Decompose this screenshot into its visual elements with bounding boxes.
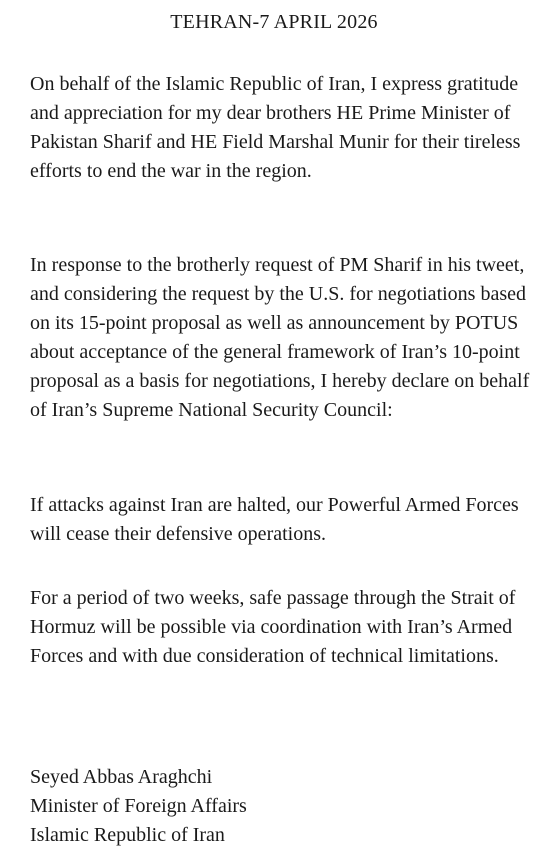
paragraph-gratitude: On behalf of the Islamic Republic of Iran, I express gratitude and appreciation for my dear brothers HE Prime Minister of Pakistan Sharif and HE Field Marshal Munir for their tireless efforts to end the war in the region. [30,73,521,182]
signature-block [30,763,540,850]
signatory-country: Islamic Republic of Iran [30,824,225,846]
signatory-title: Minister of Foreign Affairs [30,795,247,817]
paragraph-strait-passage: For a period of two weeks, safe passage through the Strait of Hormuz will be possible via coordination with Iran’s Armed Forces and with due consideration of technical limitations. [30,587,516,667]
signatory-name: Seyed Abbas Araghchi [30,766,213,788]
paragraph-ceasefire: If attacks against Iran are halted, our Powerful Armed Forces will cease their defensive operations. [30,494,519,545]
dateline-header: TEHRAN-7 APRIL 2026 [170,11,378,33]
paragraph-declaration: In response to the brotherly request of PM Sharif in his tweet, and considering the request by the U.S. for negotiations based on its 15-point proposal as well as announcement by POTUS about acceptance of the general framework of Iran’s 10-point proposal as a basis for negotiations, I hereby declare on behalf of Iran’s Supreme National Security Council: [30,254,530,421]
